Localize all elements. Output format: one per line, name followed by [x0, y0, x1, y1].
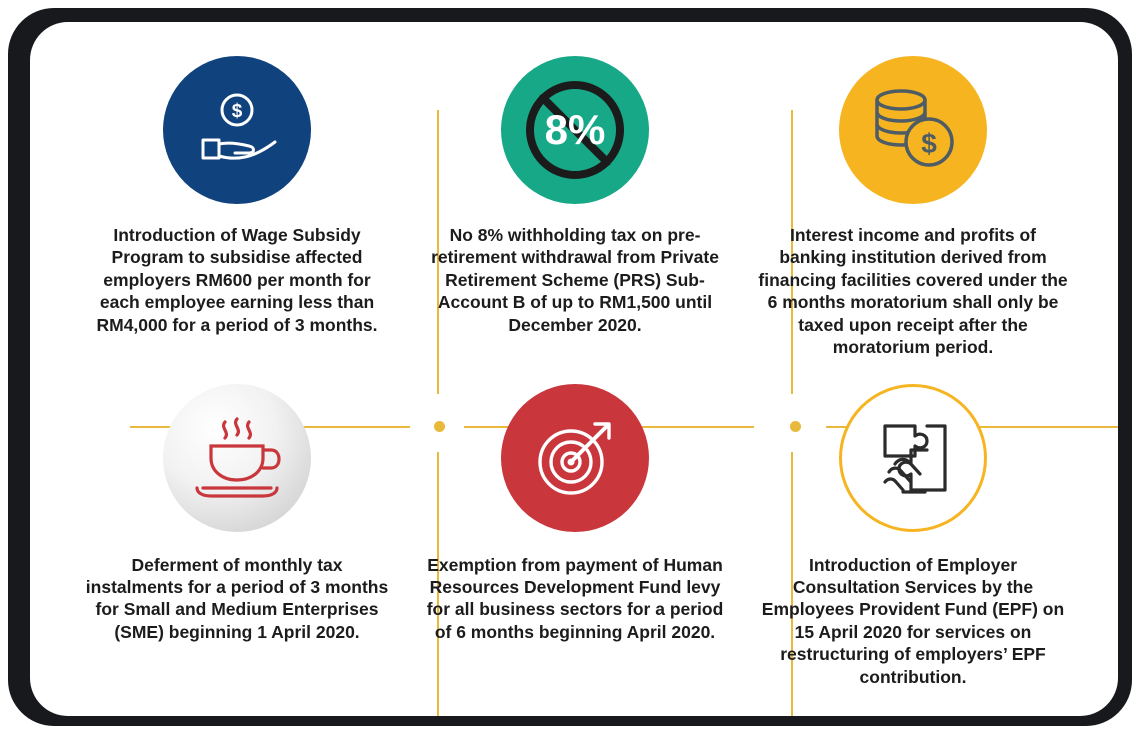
infographic-item-text: Introduction of Wage Subsidy Program to subsidise affected employers RM600 per month for each employee earning less than RM4,000 for a period of 3 months.	[96, 225, 378, 335]
infographic-item-epf-consultation	[744, 362, 1082, 688]
infographic-grid	[68, 56, 1082, 688]
hand-holding-dollar-icon	[163, 56, 311, 204]
svg-text:8%: 8%	[544, 106, 606, 153]
infographic-item-tax-deferment	[68, 362, 406, 688]
infographic-item-text: Deferment of monthly tax instalments for a period of 3 months for Small and Medium Enterprises (SME) beginning 1 April 2020.	[85, 554, 389, 642]
infographic-card	[30, 22, 1118, 716]
target-arrow-icon	[501, 384, 649, 532]
infographic-item-text: Introduction of Employer Consultation Services by the Employees Provident Fund (EPF) on 15 April 2020 for services on restructuring of employers’ EPF contribution.	[761, 554, 1065, 687]
infographic-item-wage-subsidy	[68, 56, 406, 362]
no-eight-percent-icon	[501, 56, 649, 204]
infographic-item-interest-income	[744, 56, 1082, 362]
infographic-item-text: Interest income and profits of banking institution derived from financing facilities covered under the 6 months moratorium shall only be taxed upon receipt after the moratorium period.	[758, 225, 1068, 357]
coffee-cup-icon	[163, 384, 311, 532]
infographic-item-withholding-tax	[406, 56, 744, 362]
infographic-item-text: Exemption from payment of Human Resources Development Fund levy for all business sectors for a period of 6 months beginning April 2020.	[426, 554, 724, 642]
svg-text:$: $	[921, 128, 937, 159]
puzzle-hand-icon	[839, 384, 987, 532]
coin-stack-dollar-icon	[839, 56, 987, 204]
device-frame	[8, 8, 1132, 726]
infographic-item-text: No 8% withholding tax on pre-retirement withdrawal from Private Retirement Scheme (PRS) Sub-Account B of up to RM1,500 until December 2020.	[431, 225, 719, 335]
svg-text:$: $	[231, 101, 243, 122]
infographic-item-hrdf-exemption	[406, 362, 744, 688]
